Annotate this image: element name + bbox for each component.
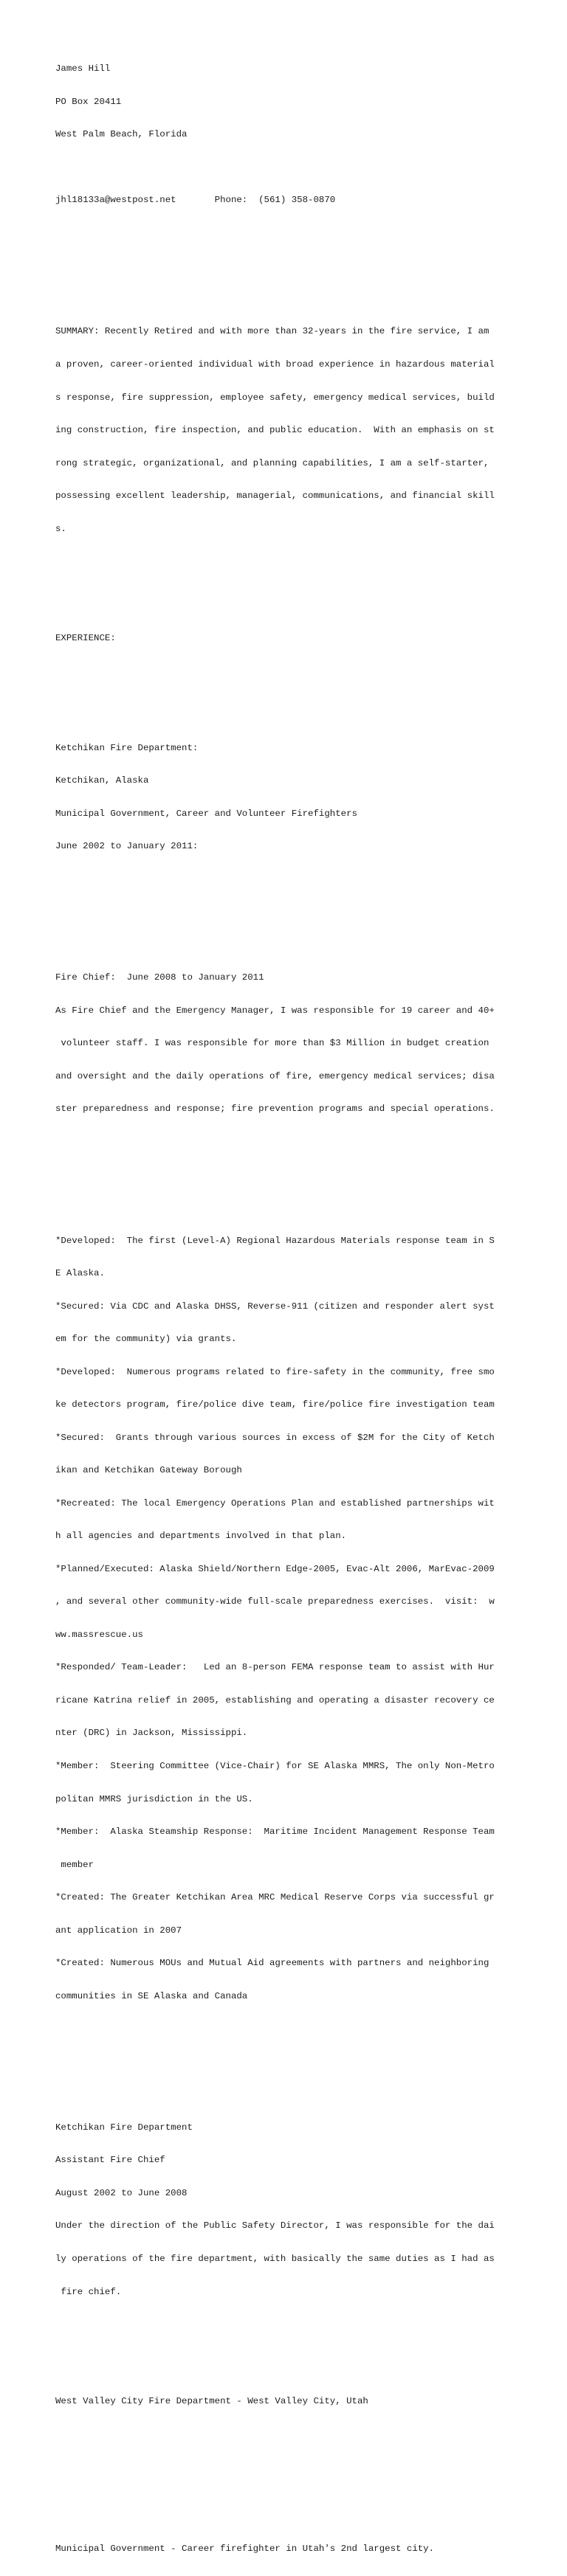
achievement-line: *Member: Steering Committee (Vice-Chair) for SE Alaska MMRS, The only Non-Metro: [55, 1761, 495, 1771]
role-line: ster preparedness and response; fire prevention programs and special operations.: [55, 1104, 495, 1115]
achievement-line: E Alaska.: [55, 1268, 105, 1279]
role-line: As Fire Chief and the Emergency Manager, I was responsible for 19 career and 40+: [55, 1005, 495, 1016]
job2-line: Assistant Fire Chief: [55, 2155, 165, 2166]
achievement-line: *Responded/ Team-Leader: Led an 8-person FEMA response team to assist with Hur: [55, 1662, 495, 1673]
summary-line: s.: [55, 523, 66, 534]
achievement-line: nter (DRC) in Jackson, Mississippi.: [55, 1728, 248, 1739]
job-header-line: June 2002 to January 2011:: [55, 841, 199, 852]
contact-address-line1: PO Box 20411: [55, 96, 122, 107]
role-line: volunteer staff. I was responsible for more than $3 Million in budget creation: [55, 1038, 489, 1049]
achievement-line: , and several other community-wide full-scale preparedness exercises. visit: w: [55, 1596, 495, 1607]
experience-heading: EXPERIENCE:: [55, 633, 116, 644]
summary-section: [55, 305, 506, 556]
blank-line: [55, 589, 506, 600]
achievement-line: *Secured: Via CDC and Alaska DHSS, Reverse-911 (citizen and responder alert syst: [55, 1301, 495, 1312]
job-ketchikan-header: [55, 721, 506, 874]
achievement-line: *Planned/Executed: Alaska Shield/Northern Edge-2005, Evac-Alt 2006, MarEvac-2009: [55, 1563, 495, 1574]
job2-line: August 2002 to June 2008: [55, 2187, 188, 2198]
achievement-line: communities in SE Alaska and Canada: [55, 1990, 248, 2001]
fire-chief-role: [55, 951, 506, 1137]
job2-line: Under the direction of the Public Safety Director, I was responsible for the dai: [55, 2220, 495, 2232]
achievement-line: *Created: The Greater Ketchikan Area MRC Medical Reserve Corps via successful gr: [55, 1892, 495, 1903]
achievement-line: politan MMRS jurisdiction in the US.: [55, 1793, 253, 1804]
achievement-line: em for the community) via grants.: [55, 1334, 237, 1345]
contact-name: James Hill: [55, 63, 111, 75]
summary-line: SUMMARY: Recently Retired and with more than 32-years in the fire service, I am: [55, 326, 489, 337]
job-header-line: Municipal Government, Career and Volunteer Firefighters: [55, 808, 357, 819]
blank-line: [55, 907, 506, 918]
summary-line: a proven, career-oriented individual with broad experience in hazardous material: [55, 359, 495, 370]
role-line: and oversight and the daily operations of fire, emergency medical services; disa: [55, 1070, 495, 1081]
achievement-line: ke detectors program, fire/police dive team, fire/police fire investigation team: [55, 1399, 495, 1410]
achievement-line: *Secured: Grants through various sources in excess of $2M for the City of Ketch: [55, 1432, 495, 1443]
contact-block: [55, 42, 506, 228]
contact-email-phone: jhl18133a@westpost.net Phone: (561) 358-0870: [55, 195, 336, 206]
blank-line: [55, 260, 506, 271]
role-line: Fire Chief: June 2008 to January 2011: [55, 972, 264, 983]
contact-address-line2: West Palm Beach, Florida: [55, 129, 188, 140]
page-gap: [55, 2440, 506, 2510]
achievement-line: *Member: Alaska Steamship Response: Maritime Incident Management Response Team: [55, 1827, 495, 1838]
blank-line: [55, 1169, 506, 1180]
achievement-line: *Developed: The first (Level-A) Regional Hazardous Materials response team in S: [55, 1235, 495, 1246]
achievement-line: *Developed: Numerous programs related to fire-safety in the community, free smo: [55, 1366, 495, 1377]
summary-line: possessing excellent leadership, managerial, communications, and financial skill: [55, 491, 495, 502]
achievement-line: h all agencies and departments involved in that plan.: [55, 1531, 347, 1542]
achievements-list: [55, 1213, 506, 2023]
resume-document: [55, 9, 506, 2576]
blank-line: [55, 2057, 506, 2068]
achievement-line: ricane Katrina relief in 2005, establishing and operating a disaster recovery ce: [55, 1694, 495, 1706]
job-header-line: Ketchikan, Alaska: [55, 775, 149, 786]
assistant-chief-section: [55, 2100, 506, 2319]
job2-line: ly operations of the fire department, with basically the same duties as I had as: [55, 2253, 495, 2264]
achievement-line: ikan and Ketchikan Gateway Borough: [55, 1465, 242, 1476]
blank-line: [55, 676, 506, 688]
job2-line: Ketchikan Fire Department: [55, 2122, 193, 2133]
job2-line: fire chief.: [55, 2286, 122, 2297]
achievement-line: *Created: Numerous MOUs and Mutual Aid agreements with partners and neighboring: [55, 1958, 489, 1969]
achievement-line: ant application in 2007: [55, 1925, 182, 1936]
summary-line: s response, fire suppression, employee safety, emergency medical services, build: [55, 392, 495, 403]
blank-line: [55, 162, 506, 173]
west-valley-header: West Valley City Fire Department - West Valley City, Utah: [55, 2395, 368, 2406]
job-header-line: Ketchikan Fire Department:: [55, 742, 199, 753]
summary-line: ing construction, fire inspection, and public education. With an emphasis on st: [55, 425, 495, 436]
achievement-line: member: [55, 1859, 94, 1870]
summary-line: rong strategic, organizational, and planning capabilities, I am a self-starter,: [55, 457, 489, 468]
blank-line: [55, 2352, 506, 2364]
west-valley-description: Municipal Government - Career firefighter in Utah's 2nd largest city.: [55, 2543, 435, 2554]
achievement-line: ww.massrescue.us: [55, 1629, 143, 1640]
achievement-line: *Recreated: The local Emergency Operations Plan and established partnerships wit: [55, 1498, 495, 1509]
